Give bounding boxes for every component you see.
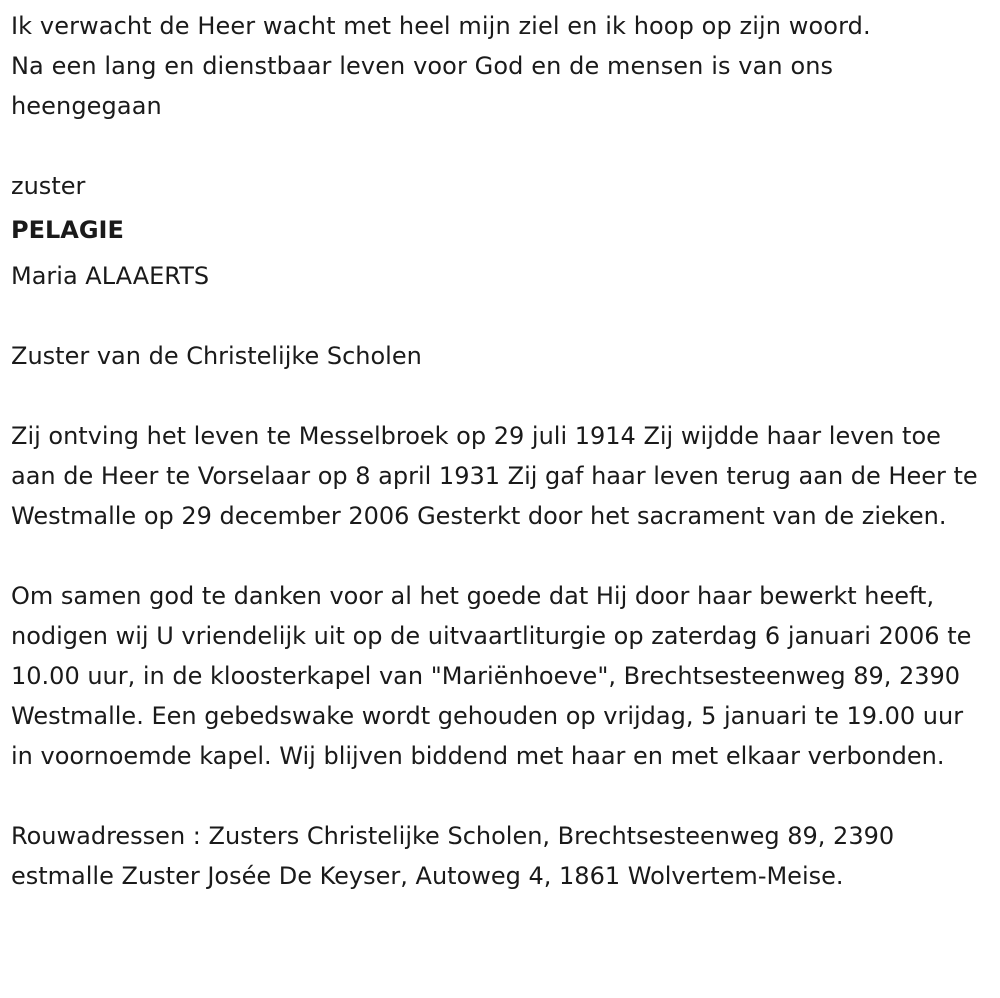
funeral-invitation: Om samen god te danken voor al het goede dat Hij door haar bewerkt heeft, nodigen wij U vriendelijk uit op de uitvaartliturgie op zaterdag 6 januari 2006 te 10.00 uur, in de kloosterkapel van "Mariënhoeve", Brechtsesteenweg 89, 2390 Westmalle. Een gebedswake wordt gehouden op vrijdag, 5 januari te 19.00 uur in voornoemde kapel. Wij blijven biddend met haar en met elkaar verbonden. xyxy=(11,582,972,770)
intro-verse xyxy=(11,6,986,126)
congregation: Zuster van de Christelijke Scholen xyxy=(11,342,422,370)
intro-line-1: Ik verwacht de Heer wacht met heel mijn ziel en ik hoop op zijn woord. xyxy=(11,12,871,40)
person-full-name: Maria ALAAERTS xyxy=(11,262,210,290)
person-title: zuster xyxy=(11,172,86,200)
intro-spacer xyxy=(11,126,986,166)
mourning-addresses: Rouwadressen : Zusters Christelijke Scholen, Brechtsesteenweg 89, 2390 estmalle Zuster Josée De Keyser, Autoweg 4, 1861 Wolvertem-Meise. xyxy=(11,822,895,890)
person-religious-name: PELAGIE xyxy=(11,216,124,244)
life-summary: Zij ontving het leven te Messelbroek op 29 juli 1914 Zij wijdde haar leven toe aan de Heer te Vorselaar op 8 april 1931 Zij gaf haar leven terug aan de Heer te Westmalle op 29 december 2006 Gesterkt door het sacrament van de zieken. xyxy=(11,422,978,530)
intro-line-2: Na een lang en dienstbaar leven voor God en de mensen is van ons heengegaan xyxy=(11,52,834,120)
